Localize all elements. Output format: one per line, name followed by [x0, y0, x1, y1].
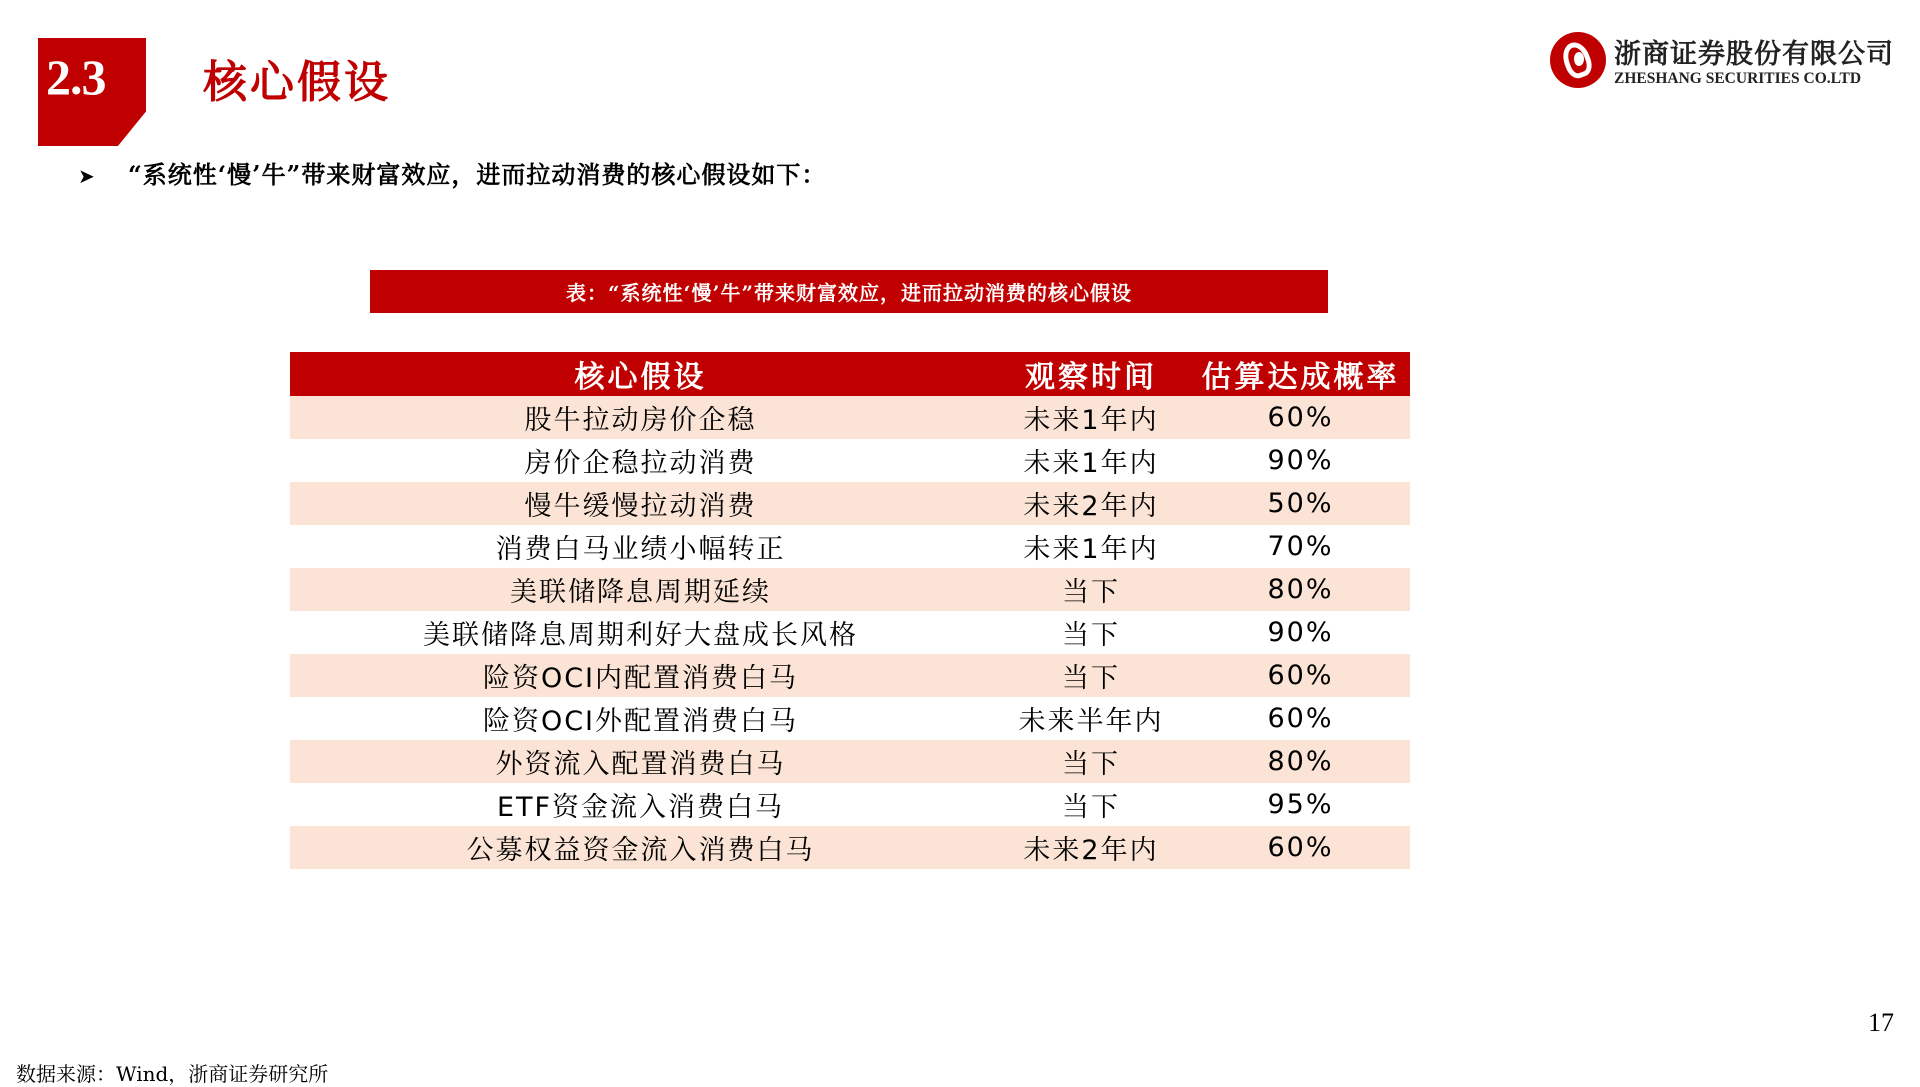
observation-time-cell: 未来1年内	[991, 525, 1191, 568]
observation-time-cell: 当下	[991, 568, 1191, 611]
table-row	[290, 611, 1410, 654]
bullet-point	[78, 155, 826, 190]
probability-cell: 70%	[1191, 525, 1410, 568]
observation-time-cell: 当下	[991, 654, 1191, 697]
table-header-row	[290, 352, 1410, 396]
source-note: 数据来源：Wind，浙商证券研究所	[16, 1062, 329, 1086]
hypothesis-cell: 险资OCI内配置消费白马	[290, 654, 991, 697]
logo-english-name: ZHESHANG SECURITIES CO.LTD	[1614, 70, 1862, 87]
hypothesis-cell: 房价企稳拉动消费	[290, 439, 991, 482]
table-row	[290, 396, 1410, 439]
hypothesis-cell: 险资OCI外配置消费白马	[290, 697, 991, 740]
column-header-observation-time: 观察时间	[991, 352, 1191, 396]
table-row	[290, 568, 1410, 611]
hypothesis-cell: 慢牛缓慢拉动消费	[290, 482, 991, 525]
probability-cell: 95%	[1191, 783, 1410, 826]
hypothesis-table	[290, 352, 1410, 869]
observation-time-cell: 未来1年内	[991, 439, 1191, 482]
probability-cell: 60%	[1191, 396, 1410, 439]
page-title: 核心假设	[203, 57, 391, 108]
company-logo	[1550, 30, 1894, 92]
arrow-bullet-icon: ➤	[78, 164, 95, 188]
table-row	[290, 740, 1410, 783]
zheshang-logo-icon	[1550, 32, 1606, 88]
table-caption: 表：“系统性‘慢’牛”带来财富效应，进而拉动消费的核心假设	[370, 270, 1328, 313]
column-header-hypothesis: 核心假设	[290, 352, 991, 396]
observation-time-cell: 当下	[991, 611, 1191, 654]
page-number: 17	[1868, 1008, 1894, 1037]
probability-cell: 60%	[1191, 654, 1410, 697]
probability-cell: 80%	[1191, 740, 1410, 783]
observation-time-cell: 未来2年内	[991, 482, 1191, 525]
hypothesis-cell: 美联储降息周期利好大盘成长风格	[290, 611, 991, 654]
observation-time-cell: 当下	[991, 783, 1191, 826]
hypothesis-cell: 消费白马业绩小幅转正	[290, 525, 991, 568]
probability-cell: 80%	[1191, 568, 1410, 611]
table-row	[290, 697, 1410, 740]
probability-cell: 90%	[1191, 439, 1410, 482]
observation-time-cell: 未来1年内	[991, 396, 1191, 439]
probability-cell: 90%	[1191, 611, 1410, 654]
probability-cell: 60%	[1191, 697, 1410, 740]
table-row	[290, 826, 1410, 869]
logo-chinese-name: 浙商证券股份有限公司	[1614, 39, 1894, 70]
table-row	[290, 783, 1410, 826]
section-number: 2.3	[46, 49, 106, 105]
column-header-probability: 估算达成概率	[1191, 352, 1410, 396]
hypothesis-cell: 公募权益资金流入消费白马	[290, 826, 991, 869]
hypothesis-cell: ETF资金流入消费白马	[290, 783, 991, 826]
table-row	[290, 482, 1410, 525]
observation-time-cell: 未来2年内	[991, 826, 1191, 869]
bullet-text: “系统性‘慢’牛”带来财富效应，进而拉动消费的核心假设如下：	[128, 160, 827, 189]
hypothesis-cell: 外资流入配置消费白马	[290, 740, 991, 783]
observation-time-cell: 未来半年内	[991, 697, 1191, 740]
table-row	[290, 525, 1410, 568]
probability-cell: 50%	[1191, 482, 1410, 525]
table-row	[290, 439, 1410, 482]
table-row	[290, 654, 1410, 697]
observation-time-cell: 当下	[991, 740, 1191, 783]
probability-cell: 60%	[1191, 826, 1410, 869]
hypothesis-cell: 美联储降息周期延续	[290, 568, 991, 611]
hypothesis-cell: 股牛拉动房价企稳	[290, 396, 991, 439]
